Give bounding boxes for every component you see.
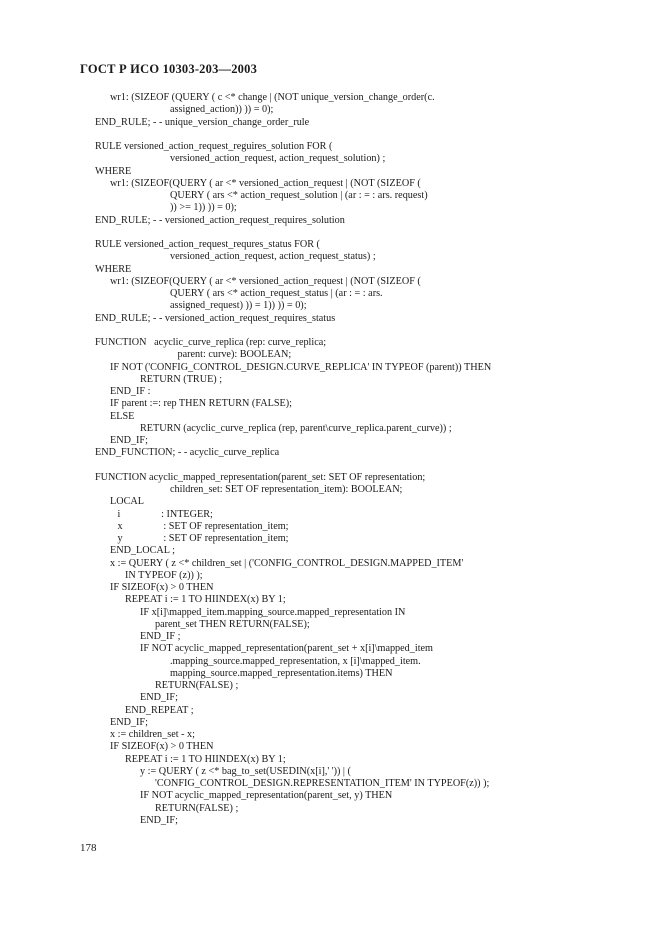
code-line xyxy=(95,129,655,141)
code-line: WHERE xyxy=(95,165,132,177)
code-line xyxy=(95,325,655,337)
code-line: parent_set THEN RETURN(FALSE); xyxy=(155,618,310,630)
code-line xyxy=(95,460,655,472)
code-line: RETURN(FALSE) ; xyxy=(155,802,239,814)
code-line: END_FUNCTION; - - acyclic_curve_replica xyxy=(95,447,280,459)
code-line: assigned_request) )) = 1)) )) = 0); xyxy=(170,300,307,312)
code-line: x := QUERY ( z <* children_set | ('CONFIG_CONTROL_DESIGN.MAPPED_ITEM' xyxy=(110,557,464,569)
code-line: children_set: SET OF representation_item): BOOLEAN; xyxy=(170,484,403,495)
code-line: REPEAT i := 1 TO HIINDEX(x) BY 1; xyxy=(125,594,286,606)
code-line: versioned_action_request, action_request_solution) ; xyxy=(170,153,386,165)
code-line: RETURN (acyclic_curve_replica (rep, parent\curve_replica.parent_curve)) ; xyxy=(140,422,452,434)
code-line: versioned_action_request, action_request_status) ; xyxy=(170,251,376,263)
code-line: REPEAT i := 1 TO HIINDEX(x) BY 1; xyxy=(125,753,286,765)
code-line: wr1: (SIZEOF(QUERY ( ar <* versioned_action_request | (NOT (SIZEOF ( xyxy=(110,177,421,189)
code-line: END_IF; xyxy=(110,716,148,728)
code-line: RULE versioned_action_request_reguires_solution FOR ( xyxy=(95,141,333,152)
code-line: END_IF; xyxy=(110,435,148,446)
code-line: 'CONFIG_CONTROL_DESIGN.REPRESENTATION_ITEM' IN TYPEOF(z)) ); xyxy=(155,778,490,789)
code-line: FUNCTION acyclic_mapped_representation(parent_set: SET OF representation; xyxy=(95,471,426,483)
code-line: RULE versioned_action_request_requres_status FOR ( xyxy=(95,239,320,250)
code-line: END_IF : xyxy=(110,386,151,397)
code-line: x : SET OF representation_item; xyxy=(117,520,289,532)
code-line: mapping_source.mapped_representation.items) THEN xyxy=(170,667,393,679)
code-line: .mapping_source.mapped_representation, x [i]\mapped_item. xyxy=(170,655,421,667)
code-line: WHERE xyxy=(95,263,132,275)
code-line: y : SET OF representation_item; xyxy=(117,533,289,544)
code-line: END_LOCAL ; xyxy=(110,545,175,557)
code-line: END_RULE; - - versioned_action_request_requires_solution xyxy=(95,214,345,226)
code-line: )) >= 1)) )) = 0); xyxy=(170,202,237,214)
code-line: RETURN(FALSE) ; xyxy=(155,680,239,691)
code-line: IF SIZEOF(x) > 0 THEN xyxy=(110,741,214,753)
code-line: IF x[i]\mapped_item.mapping_source.mapped_representation IN xyxy=(140,606,406,618)
code-line: IF parent :=: rep THEN RETURN (FALSE); xyxy=(110,398,292,410)
code-line: ELSE xyxy=(110,410,135,422)
code-line: i : INTEGER; xyxy=(117,508,213,520)
code-line: wr1: (SIZEOF (QUERY ( c <* change | (NOT unique_version_change_order(c. xyxy=(110,92,435,103)
code-listing xyxy=(95,92,655,827)
code-line xyxy=(95,227,655,239)
code-line: LOCAL xyxy=(110,496,144,508)
page-header-title: ГОСТ Р ИСО 10303-203—2003 xyxy=(80,62,258,76)
code-line: IF NOT acyclic_mapped_representation(parent_set + x[i]\mapped_item xyxy=(140,643,433,655)
code-line: RETURN (TRUE) ; xyxy=(140,373,223,385)
code-line: IF SIZEOF(x) > 0 THEN xyxy=(110,582,214,593)
code-line: parent: curve): BOOLEAN; xyxy=(177,349,292,361)
code-line: END_RULE; - - unique_version_change_order_rule xyxy=(95,116,310,128)
code-line: IN TYPEOF (z)) ); xyxy=(125,569,203,581)
code-line: IF NOT acyclic_mapped_representation(parent_set, y) THEN xyxy=(140,790,393,802)
code-line: END_IF; xyxy=(140,814,178,826)
page-number: 178 xyxy=(80,842,97,854)
code-line: x := children_set - x; xyxy=(110,729,195,740)
code-line: assigned_action)) )) = 0); xyxy=(170,104,274,116)
code-line: END_REPEAT ; xyxy=(125,704,194,716)
code-line: y := QUERY ( z <* bag_to_set(USEDIN(x[i],' ')) | ( xyxy=(140,765,351,777)
code-line: QUERY ( ars <* action_request_solution | (ar : = : ars. request) xyxy=(170,190,428,201)
code-line: END_IF ; xyxy=(140,631,181,642)
code-line: IF NOT ('CONFIG_CONTROL_DESIGN.CURVE_REPLICA' IN TYPEOF (parent)) THEN xyxy=(110,361,492,373)
code-line: wr1: (SIZEOF(QUERY ( ar <* versioned_action_request | (NOT (SIZEOF ( xyxy=(110,275,421,287)
code-line: END_IF; xyxy=(140,692,178,704)
code-line: FUNCTION acyclic_curve_replica (rep: curve_replica; xyxy=(95,337,327,348)
code-line: QUERY ( ars <* action_request_status | (ar : = : ars. xyxy=(170,288,383,299)
code-line: END_RULE; - - versioned_action_request_requires_status xyxy=(95,312,336,324)
